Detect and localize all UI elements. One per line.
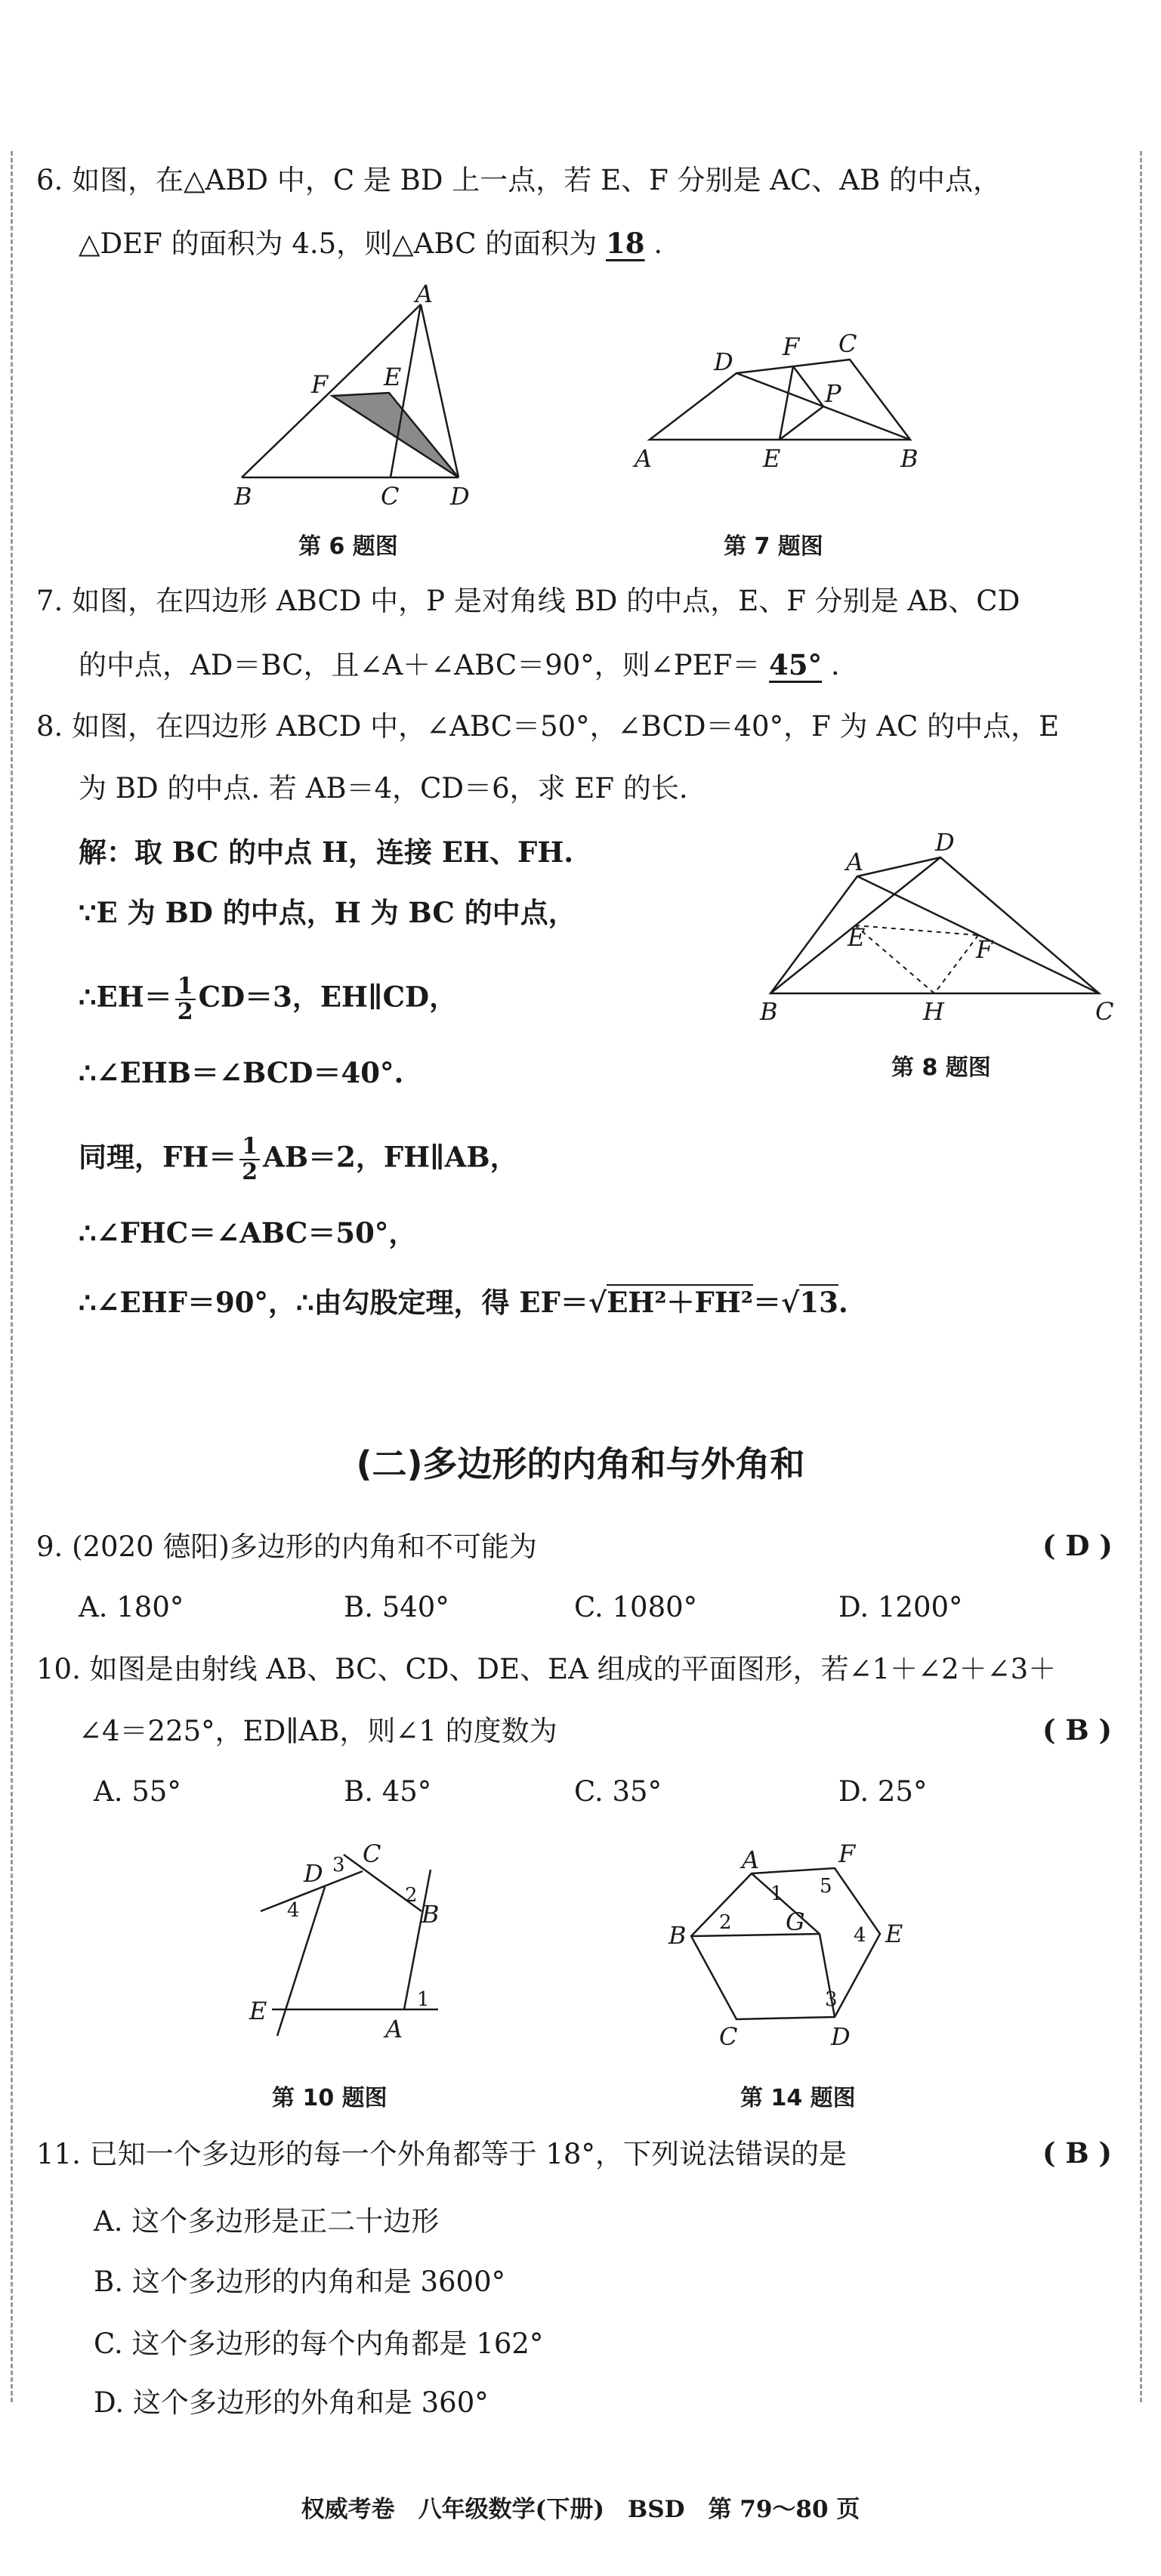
fig8-label-c: C xyxy=(1095,997,1114,1026)
fig10-label-b: B xyxy=(421,1900,440,1929)
fig7-label-c: C xyxy=(838,329,857,358)
fig7-label-a: A xyxy=(635,444,653,473)
q9-stem: 9. (2020 德阳)多边形的内角和不可能为 xyxy=(36,1530,537,1563)
fig10-ray-de xyxy=(277,1887,325,2036)
q8-solution-6: ∴∠FHC＝∠ABC＝50°， xyxy=(79,1216,417,1249)
q8-line2: 为 BD 的中点. 若 AB＝4，CD＝6，求 EF 的长. xyxy=(79,772,688,805)
fig10-label-d: D xyxy=(304,1859,323,1888)
fig8-label-e: E xyxy=(848,923,866,952)
sqrt-sign: √ xyxy=(781,1286,800,1319)
q9-choice-d: D. 1200° xyxy=(838,1591,963,1623)
q8-sol3-fraction xyxy=(175,974,196,1024)
q9-choice-c: C. 1080° xyxy=(574,1591,698,1623)
q8-solution-2: ∵E 为 BD 的中点，H 为 BC 的中点， xyxy=(79,896,576,929)
fig8-quadrilateral xyxy=(770,857,1099,993)
q8-sol5-text: 同理，FH＝ xyxy=(79,1140,237,1174)
q10-line1: 10. 如图是由射线 AB、BC、CD、DE、EA 组成的平面图形，若∠1＋∠2＋∠3＋ xyxy=(36,1653,1057,1685)
section-2-title: (二)多边形的内角和与外角和 xyxy=(356,1444,805,1484)
fig6-shaded-triangle xyxy=(332,393,459,477)
fig8-dashed-fh xyxy=(934,935,978,993)
q7-line2-text: 的中点，AD＝BC，且∠A＋∠ABC＝90°，则∠PEF＝ xyxy=(79,649,761,681)
q10-choice-a: A. 55° xyxy=(94,1775,181,1808)
fig8-caption: 第 8 题图 xyxy=(891,1055,991,1081)
fig7-label-f: F xyxy=(783,332,800,361)
q11-stem: 11. 已知一个多边形的每一个外角都等于 18°，下列说法错误的是 xyxy=(36,2138,847,2170)
fig14-label-d: D xyxy=(831,2022,851,2051)
fig14-label-b: B xyxy=(669,1921,687,1950)
fig7-caption: 第 7 题图 xyxy=(724,533,823,560)
q10-choice-c: C. 35° xyxy=(574,1775,662,1808)
q8-line1: 8. 如图，在四边形 ABCD 中，∠ABC＝50°，∠BCD＝40°，F 为 AC 的中点，E xyxy=(36,710,1060,743)
q8-solution-5 xyxy=(79,1135,518,1185)
figure-8 xyxy=(755,823,1118,1026)
fig14-angle-1: 1 xyxy=(770,1883,783,1905)
right-dashed-rule xyxy=(1140,151,1142,2402)
q11-answer: ( B ) xyxy=(1042,2136,1113,2170)
fig7-label-d: D xyxy=(714,347,733,376)
fig7-quadrilateral xyxy=(650,360,910,440)
fig14-caption: 第 14 题图 xyxy=(740,2085,856,2111)
fig6-label-b: B xyxy=(234,482,252,511)
fig10-label-c: C xyxy=(363,1839,381,1868)
left-dashed-rule xyxy=(11,151,13,2402)
q8-sol7-text: ∴∠EHF＝90°，∴由勾股定理，得 EF＝ xyxy=(79,1286,588,1319)
q11-choice-c: C. 这个多边形的每个内角都是 162° xyxy=(94,2327,544,2360)
fig14-label-c: C xyxy=(719,2022,738,2051)
fig14-label-a: A xyxy=(742,1846,760,1874)
q9-choice-a: A. 180° xyxy=(79,1591,184,1623)
fraction-numerator: 1 xyxy=(175,974,196,1000)
q8-equals: ＝ xyxy=(753,1286,781,1319)
fig10-angle-3: 3 xyxy=(332,1854,345,1876)
fig8-label-d: D xyxy=(935,828,955,857)
fig10-angle-2: 2 xyxy=(405,1884,418,1907)
fig8-label-f: F xyxy=(976,935,993,964)
q10-answer: ( B ) xyxy=(1042,1713,1113,1747)
fig6-label-a: A xyxy=(415,280,434,308)
fig14-angle-4: 4 xyxy=(854,1924,866,1947)
page-footer: 权威考卷 八年级数学(下册) BSD 第 79～80 页 xyxy=(301,2496,860,2523)
q6-line2-end: . xyxy=(653,227,663,260)
q6-answer: 18 xyxy=(606,227,645,260)
q11-choice-b: B. 这个多边形的内角和是 3600° xyxy=(94,2266,506,2298)
fig14-angle-3: 3 xyxy=(825,1988,838,2011)
fraction-denominator: 2 xyxy=(242,1159,258,1185)
fraction-denominator: 2 xyxy=(177,999,193,1025)
q8-sol5-fraction xyxy=(239,1135,260,1185)
fig14-angle-2: 2 xyxy=(719,1911,732,1934)
q8-solution-1: 解：取 BC 的中点 H，连接 EH、FH. xyxy=(79,836,574,869)
fig7-label-e: E xyxy=(763,444,781,473)
fig6-label-f: F xyxy=(311,370,329,399)
q8-radicand-1: EH²＋FH² xyxy=(607,1286,753,1319)
fig6-label-d: D xyxy=(450,482,470,511)
fig14-hexagon xyxy=(691,1868,880,2019)
fig10-label-a: A xyxy=(385,2015,403,2043)
q7-line2 xyxy=(79,647,840,684)
fig8-label-a: A xyxy=(846,848,864,876)
fig8-label-b: B xyxy=(760,997,778,1026)
q8-sol3-rest: CD＝3，EH∥CD， xyxy=(198,980,458,1014)
fig14-label-g: G xyxy=(786,1907,805,1936)
q10-choice-d: D. 25° xyxy=(838,1775,928,1808)
q8-radicand-2: 13 xyxy=(799,1286,838,1319)
q8-sol5-rest: AB＝2，FH∥AB， xyxy=(263,1140,518,1174)
sqrt-sign: √ xyxy=(588,1286,607,1319)
figure-10 xyxy=(249,1832,461,2059)
q8-solution-4: ∴∠EHB＝∠BCD＝40°. xyxy=(79,1056,404,1089)
q6-line1: 6. 如图，在△ABD 中，C 是 BD 上一点，若 E、F 分别是 AC、AB 的中点， xyxy=(36,164,1001,196)
fig6-label-c: C xyxy=(381,482,400,511)
q8-sol7-end: . xyxy=(838,1286,848,1319)
figure-6 xyxy=(227,280,499,514)
q9-answer: ( D ) xyxy=(1042,1529,1113,1562)
q10-choice-b: B. 45° xyxy=(344,1775,432,1808)
q10-line2: ∠4＝225°，ED∥AB，则∠1 的度数为 xyxy=(79,1715,557,1747)
fig6-caption: 第 6 题图 xyxy=(298,533,398,560)
fig8-dashed-eh xyxy=(855,925,934,993)
q8-solution-7 xyxy=(79,1284,848,1320)
fig7-label-b: B xyxy=(900,444,919,473)
fig7-label-p: P xyxy=(825,379,841,408)
fig14-label-f: F xyxy=(838,1839,856,1868)
q7-line2-end: . xyxy=(830,649,840,681)
fig6-label-e: E xyxy=(384,363,402,391)
q11-choice-d: D. 这个多边形的外角和是 360° xyxy=(94,2386,489,2419)
fig10-angle-4: 4 xyxy=(287,1899,300,1922)
fig7-segment-ef xyxy=(780,366,793,440)
fig7-segment-ep xyxy=(780,406,823,440)
q7-line1: 7. 如图，在四边形 ABCD 中，P 是对角线 BD 的中点，E、F 分别是 AB、CD xyxy=(36,585,1021,617)
fig14-label-e: E xyxy=(885,1920,903,1948)
q6-line2-text: △DEF 的面积为 4.5，则△ABC 的面积为 xyxy=(79,227,597,260)
fig10-label-e: E xyxy=(249,1997,267,2025)
fig10-caption: 第 10 题图 xyxy=(272,2085,388,2111)
q11-choice-a: A. 这个多边形是正二十边形 xyxy=(94,2205,440,2238)
fig14-angle-5: 5 xyxy=(820,1875,832,1898)
q7-answer: 45° xyxy=(769,648,823,681)
fig10-angle-1: 1 xyxy=(417,1988,430,2011)
fraction-numerator: 1 xyxy=(239,1135,260,1160)
fig8-label-h: H xyxy=(923,997,944,1026)
figure-7 xyxy=(627,317,929,491)
figure-14 xyxy=(665,1839,914,2066)
q8-solution-3 xyxy=(79,974,457,1024)
q8-sol3-text: ∴EH＝ xyxy=(79,980,172,1014)
q6-line2 xyxy=(79,225,662,262)
q9-choice-b: B. 540° xyxy=(344,1591,449,1623)
